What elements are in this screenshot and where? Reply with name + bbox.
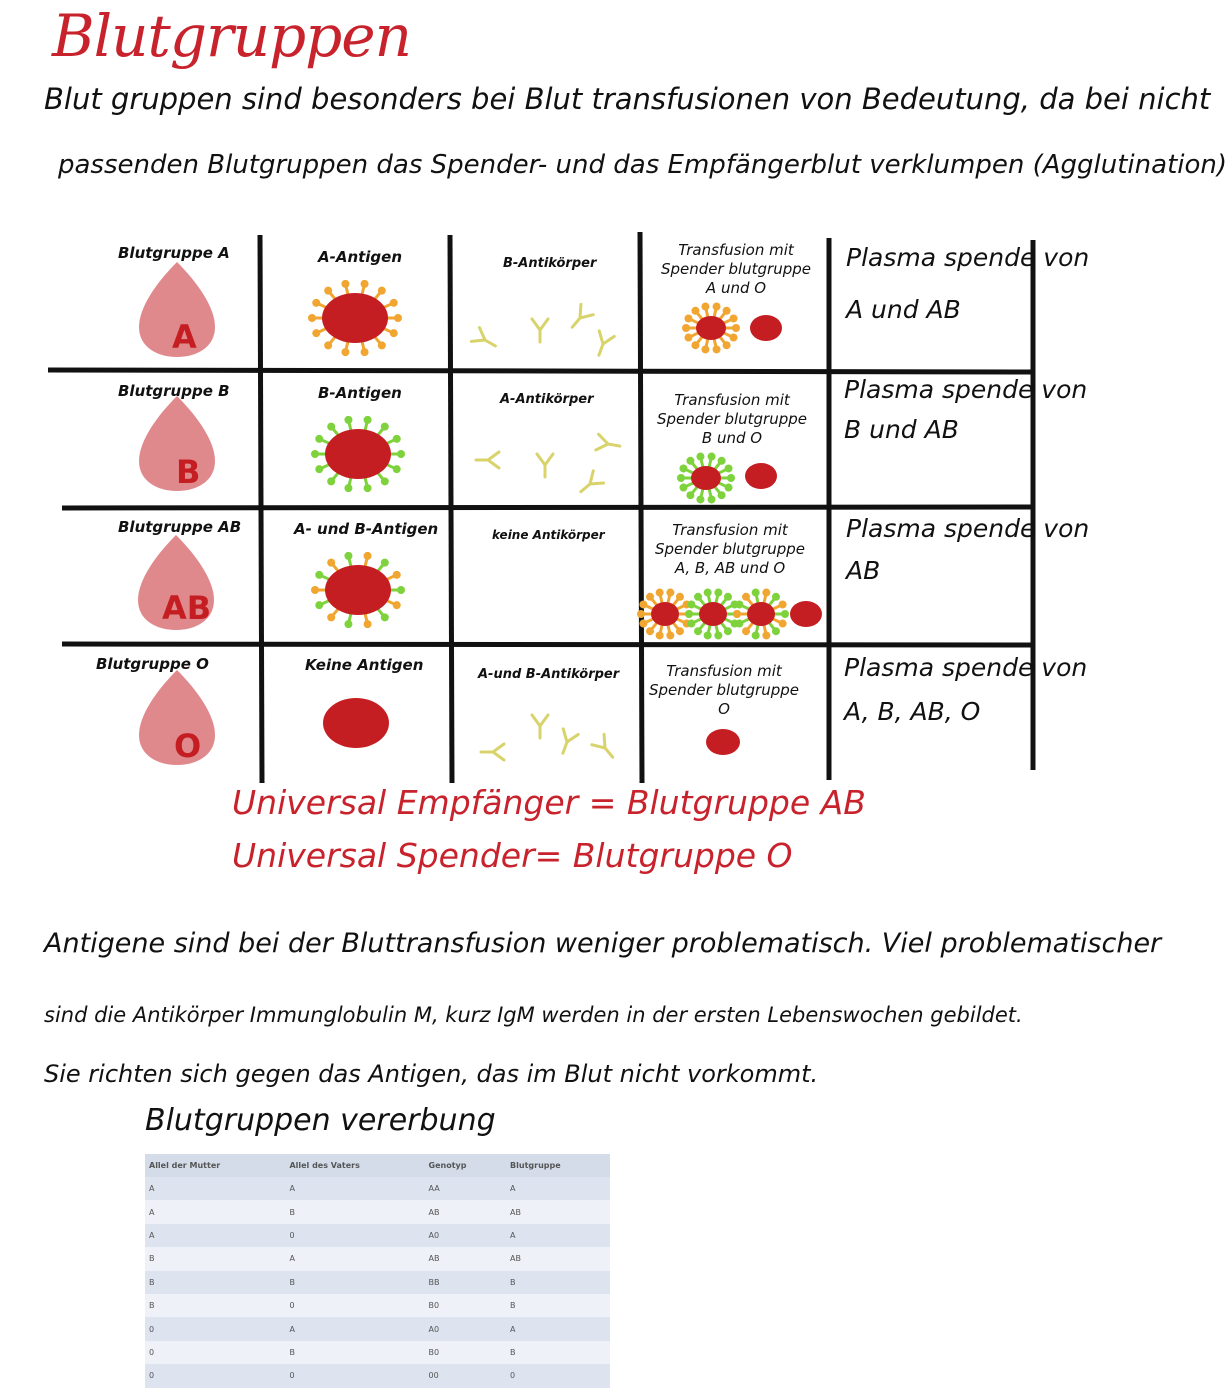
row-ab-group: Blutgruppe AB [118,518,242,536]
antigen-tip [704,589,712,597]
transfusion-cell-b [677,453,735,504]
antigen-tip [327,559,335,567]
row-a-plasma: Plasma spende von A und AB [846,243,1090,324]
antigen-tip [327,423,335,431]
antigen-tip [724,627,732,635]
antigen-tip [315,435,323,443]
antigen-tip [341,348,349,356]
table-cell: A [145,1177,285,1200]
table-row [145,1247,610,1270]
antigen-tip [312,329,320,337]
table-cell: AA [425,1177,506,1200]
antigen-tip [364,620,372,628]
row-b-antigen: B-Antigen [318,384,402,402]
antigen-tip [779,600,787,608]
antigen-tip [311,586,319,594]
antigen-tip [381,477,389,485]
antigen-tip [685,610,693,618]
antigen-tip [393,601,401,609]
antibody-shape [591,331,614,358]
antigen-tip [732,324,740,332]
antigen-tip [727,474,735,482]
table-cell: A [285,1247,424,1270]
antigen-tip [390,299,398,307]
table-row [145,1177,610,1200]
antigen-tip [679,484,687,492]
antibody-icon [537,454,553,477]
antigen-tip [676,593,684,601]
antigen-tip [686,491,694,499]
antigen-tip [701,303,709,311]
antigen-tip [714,631,722,639]
table-cell: B [506,1271,610,1294]
antigen-tip [666,631,674,639]
antigen-tip [364,552,372,560]
antigen-tip [735,620,743,628]
antigen-tip [394,314,402,322]
antigen-tip [684,334,692,342]
antigen-tip [378,287,386,295]
antigen-tip [742,627,750,635]
table-cell: B [506,1294,610,1317]
antigen-tip [639,600,647,608]
table-cell: 00 [425,1364,506,1387]
antigen-tip [637,610,645,618]
table-cell: B [506,1341,610,1364]
antigen-tip [781,610,789,618]
antigen-tip [324,341,332,349]
antibody-icon [532,715,548,738]
antigen-tip [713,303,721,311]
antigen-tip [344,620,352,628]
grid-line-h3 [62,644,1035,645]
antigen-tip [701,345,709,353]
table-cell: B [285,1271,424,1294]
antigen-cell-a [308,280,402,356]
antigen-tip [315,601,323,609]
antigen-tip [315,465,323,473]
row-a-antibody: B-Antikörper [503,256,597,271]
antigen-tip [723,341,731,349]
antigen-cell-ab [311,552,405,628]
antibody-shape [592,734,619,762]
table-row [145,1294,610,1317]
antigen-tip [397,586,405,594]
antigen-tip [676,627,684,635]
table-cell: AB [506,1247,610,1270]
table-cell: A0 [425,1317,506,1340]
transfusion-cell-o [706,729,740,755]
column-header: Allel der Mutter [145,1154,285,1177]
table-row [145,1341,610,1364]
antigen-tip [344,416,352,424]
row-b-plasma: Plasma spende von B und AB [844,375,1088,444]
table-cell: 0 [145,1317,285,1340]
transfusion-cell-a [637,589,693,640]
inheritance-table [145,1154,610,1388]
antigen-tip [684,314,692,322]
row-ab-transfusion: Transfusion mit Spender blutgruppe A, B, AB und O [654,521,805,577]
table-row [145,1317,610,1340]
paragraph-line-3: Sie richten sich gegen das Antigen, das im Blut nicht vorkommt. [44,1060,819,1088]
antigen-tip [381,423,389,431]
blood-cell [745,463,777,489]
antibody-icon [555,729,578,756]
antigen-tip [718,457,726,465]
table-cell: A0 [425,1224,506,1247]
antibody-icon [532,319,548,342]
antigen-tip [315,571,323,579]
antigen-tip [687,600,695,608]
antigen-tip [364,484,372,492]
blood-cell [325,429,391,479]
antigen-tip [772,593,780,601]
antigen-tip [686,457,694,465]
table-cell: B [145,1271,285,1294]
antibody-shape [532,715,548,738]
column-header: Allel des Vaters [285,1154,424,1177]
universal-donor-note: Universal Spender= Blutgruppe O [232,836,793,875]
transfusion-cell-ab [733,589,789,640]
table-cell: AB [506,1200,610,1223]
antibody-icon [591,331,614,358]
antibody-icon [471,328,499,353]
antigen-tip [691,307,699,315]
table-cell: 0 [145,1341,285,1364]
blood-cell [691,466,721,490]
blood-cell [696,316,726,340]
row-b-antibody: A-Antikörper [500,392,594,407]
inheritance-heading: Blutgruppen vererbung [145,1103,496,1138]
antigen-tip [390,329,398,337]
antigen-tip [694,627,702,635]
antigen-tip [646,627,654,635]
table-cell: 0 [285,1294,424,1317]
table-cell: 0 [285,1364,424,1387]
table-cell: B [145,1294,285,1317]
table-cell: 0 [145,1364,285,1387]
antigen-tip [725,464,733,472]
row-ab-plasma: Plasma spende von AB [846,514,1090,585]
antigen-tip [742,593,750,601]
antigen-tip [646,593,654,601]
blood-cell [747,602,775,626]
row-a-group: Blutgruppe A [118,244,230,262]
antigen-tip [393,571,401,579]
antigen-tip [733,610,741,618]
grid-line-v1 [260,235,262,783]
table-cell: A [285,1177,424,1200]
intro-line-1: Blut gruppen sind besonders bei Blut transfusionen von Bedeutung, da bei nicht [44,82,1211,116]
table-cell: AB [425,1247,506,1270]
row-ab-antigen: A- und B-Antigen [294,520,439,538]
intro-line-2: passenden Blutgruppen das Spender- und das Empfängerblut verklumpen (Agglutination) [58,150,1227,180]
table-cell: B [285,1200,424,1223]
antigen-tip [752,589,760,597]
table-cell: 0 [506,1364,610,1387]
antigen-tip [344,552,352,560]
table-cell: A [506,1177,610,1200]
antibody-icon [596,434,621,454]
antigen-tip [324,287,332,295]
antigen-tip [656,589,664,597]
table-cell: A [145,1224,285,1247]
antibody-shape [596,434,621,454]
row-b-group: Blutgruppe B [118,382,230,400]
antigen-tip [735,600,743,608]
antibody-icon [592,734,619,762]
table-cell: B [285,1341,424,1364]
row-ab-antibody: keine Antikörper [492,528,605,542]
antibody-icon [576,471,604,498]
antigen-tip [708,495,716,503]
transfusion-cell-o [750,315,782,341]
antigen-tip [312,299,320,307]
transfusion-cell-o [745,463,777,489]
universal-recipient-note: Universal Empfänger = Blutgruppe AB [232,783,866,822]
antigen-tip [762,589,770,597]
row-a-transfusion: Transfusion mit Spender blutgruppe A und O [660,241,811,297]
column-header: Blutgruppe [506,1154,610,1177]
table-row [145,1364,610,1387]
drop-letter-b: B [176,453,201,491]
table-row [145,1271,610,1294]
antigen-tip [308,314,316,322]
antigen-tip [708,453,716,461]
antigen-tip [393,465,401,473]
antigen-tip [682,324,690,332]
antigen-tip [779,620,787,628]
table-cell: B [145,1247,285,1270]
table-row [145,1200,610,1223]
antibody-shape [537,454,553,477]
grid-line-v2 [450,235,452,783]
antibody-shape [532,319,548,342]
table-cell: 0 [285,1224,424,1247]
inheritance-header-row [145,1154,610,1177]
drop-letter-a: A [172,318,197,356]
table-row [145,1224,610,1247]
antigen-tip [327,613,335,621]
antigen-cell-o [323,698,389,748]
antibody-shape [476,452,499,468]
table-cell: BB [425,1271,506,1294]
antigen-tip [677,474,685,482]
antigen-tip [694,593,702,601]
blood-cell [322,293,388,343]
antigen-tip [718,491,726,499]
antigen-tip [393,435,401,443]
row-o-antigen: Keine Antigen [305,656,424,674]
row-b-transfusion: Transfusion mit Spender blutgruppe B und O [656,391,807,447]
row-o-group: Blutgruppe O [96,655,209,673]
transfusion-cell-o [790,601,822,627]
antigen-tip [311,450,319,458]
antigen-tip [397,450,405,458]
antibody-shape [576,471,604,498]
transfusion-cell-b [685,589,741,640]
blood-cell [325,565,391,615]
antigen-tip [381,559,389,567]
blood-cell [651,602,679,626]
table-cell: A [145,1200,285,1223]
antibody-shape [555,729,578,756]
table-cell: A [506,1224,610,1247]
antigen-tip [679,464,687,472]
paragraph-line-2: sind die Antikörper Immunglobulin M, kurz IgM werden in der ersten Lebenswochen gebildet. [44,1003,1023,1027]
table-cell: AB [425,1200,506,1223]
antigen-tip [361,348,369,356]
antigen-tip [364,416,372,424]
antigen-tip [762,631,770,639]
blood-cell [706,729,740,755]
row-a-antigen: A-Antigen [318,248,403,266]
blood-cell [323,698,389,748]
antigen-tip [344,484,352,492]
antigen-tip [752,631,760,639]
antigen-tip [656,631,664,639]
paragraph-line-1: Antigene sind bei der Bluttransfusion weniger problematisch. Viel problematischer [44,928,1162,959]
antibody-shape [566,304,593,332]
antigen-tip [696,495,704,503]
antigen-tip [687,620,695,628]
antibody-shape [471,328,499,353]
blood-cell [790,601,822,627]
antibody-icon [476,452,499,468]
drop-letter-o: O [174,727,202,765]
antigen-tip [730,334,738,342]
antigen-cell-b [311,416,405,492]
antigen-tip [691,341,699,349]
antigen-tip [713,345,721,353]
antigen-tip [361,280,369,288]
blood-cell [699,602,727,626]
table-cell: B0 [425,1294,506,1317]
column-header: Genotyp [425,1154,506,1177]
antigen-tip [723,307,731,315]
row-o-transfusion: Transfusion mit Spender blutgruppe O [648,662,799,718]
antigen-tip [378,341,386,349]
antigen-tip [772,627,780,635]
drop-letter-ab: AB [162,589,212,627]
antibody-icon [481,744,504,760]
antigen-tip [341,280,349,288]
table-cell: A [285,1317,424,1340]
antigen-tip [724,593,732,601]
antigen-tip [696,453,704,461]
antigen-tip [381,613,389,621]
antigen-tip [327,477,335,485]
antibody-shape [481,744,504,760]
blood-cell [750,315,782,341]
antigen-tip [714,589,722,597]
table-cell: B0 [425,1341,506,1364]
antibody-icon [566,304,593,332]
antigen-tip [704,631,712,639]
antigen-tip [666,589,674,597]
antigen-tip [639,620,647,628]
page-title: Blutgruppen [52,2,411,70]
transfusion-cell-a [682,303,740,354]
antigen-tip [730,314,738,322]
antigen-tip [725,484,733,492]
row-o-antibody: A-und B-Antikörper [478,667,620,682]
row-o-plasma: Plasma spende von A, B, AB, O [844,653,1088,726]
table-cell: A [506,1317,610,1340]
